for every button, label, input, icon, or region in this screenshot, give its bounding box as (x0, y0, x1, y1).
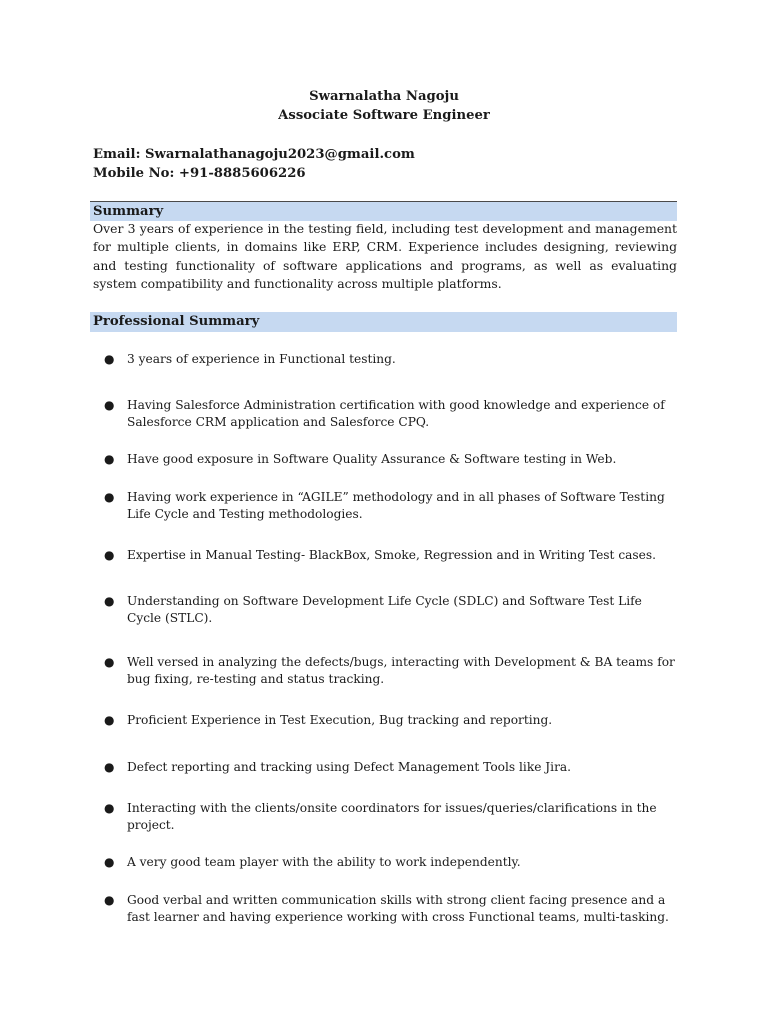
list-item-text: Having Salesforce Administration certification with good knowledge and experience of Salesforce CRM application and Salesforce CPQ. (127, 398, 665, 429)
list-item-text: Expertise in Manual Testing- BlackBox, Smoke, Regression and in Writing Test cases. (127, 548, 657, 562)
bullet-icon: ● (104, 548, 115, 562)
email-line: Email: Swarnalathanagoju2023@gmail.com (93, 147, 415, 162)
summary-text: Over 3 years of experience in the testing field, including test development and management for multiple clients, in domains like ERP, CRM. Experience includes designing, reviewing and testing functionality of software applications and programs, as well as evaluating system compatibility and functionality across multiple platforms. (93, 221, 677, 292)
candidate-name: Swarnalatha Nagoju (309, 89, 459, 104)
bullet-icon: ● (104, 760, 115, 774)
resume-header (0, 87, 768, 125)
bullet-icon: ● (104, 801, 115, 815)
bullet-icon: ● (104, 490, 115, 504)
list-item-text: Proficient Experience in Test Execution, Bug tracking and reporting. (127, 713, 553, 727)
bullet-icon: ● (104, 655, 115, 669)
professional-summary-heading: Professional Summary (90, 312, 677, 332)
list-item-text: 3 years of experience in Functional testing. (127, 352, 396, 366)
list-item-text: A very good team player with the ability to work independently. (127, 855, 521, 869)
contact-block (93, 145, 415, 183)
bullet-icon: ● (104, 855, 115, 869)
list-item-text: Having work experience in “AGILE” methodology and in all phases of Software Testing Life Cycle and Testing methodologies. (127, 490, 665, 521)
list-item-text: Have good exposure in Software Quality Assurance & Software testing in Web. (127, 452, 617, 466)
list-item-text: Understanding on Software Development Life Cycle (SDLC) and Software Test Life Cycle (STLC). (127, 594, 642, 625)
summary-heading: Summary (90, 201, 677, 221)
mobile-line: Mobile No: +91-8885606226 (93, 166, 306, 181)
list-item-text: Interacting with the clients/onsite coordinators for issues/queries/clarifications in the project. (127, 801, 657, 832)
bullet-icon: ● (104, 398, 115, 412)
bullet-icon: ● (104, 713, 115, 727)
candidate-title: Associate Software Engineer (278, 108, 490, 123)
bullet-icon: ● (104, 893, 115, 907)
list-item-text: Good verbal and written communication skills with strong client facing presence and a fast learner and having experience working with cross Functional teams, multi-tasking. (127, 893, 669, 924)
bullet-icon: ● (104, 352, 115, 366)
bullet-icon: ● (104, 452, 115, 466)
bullet-icon: ● (104, 594, 115, 608)
list-item-text: Defect reporting and tracking using Defect Management Tools like Jira. (127, 760, 572, 774)
list-item-text: Well versed in analyzing the defects/bugs, interacting with Development & BA teams for bug fixing, re-testing and status tracking. (127, 655, 675, 686)
